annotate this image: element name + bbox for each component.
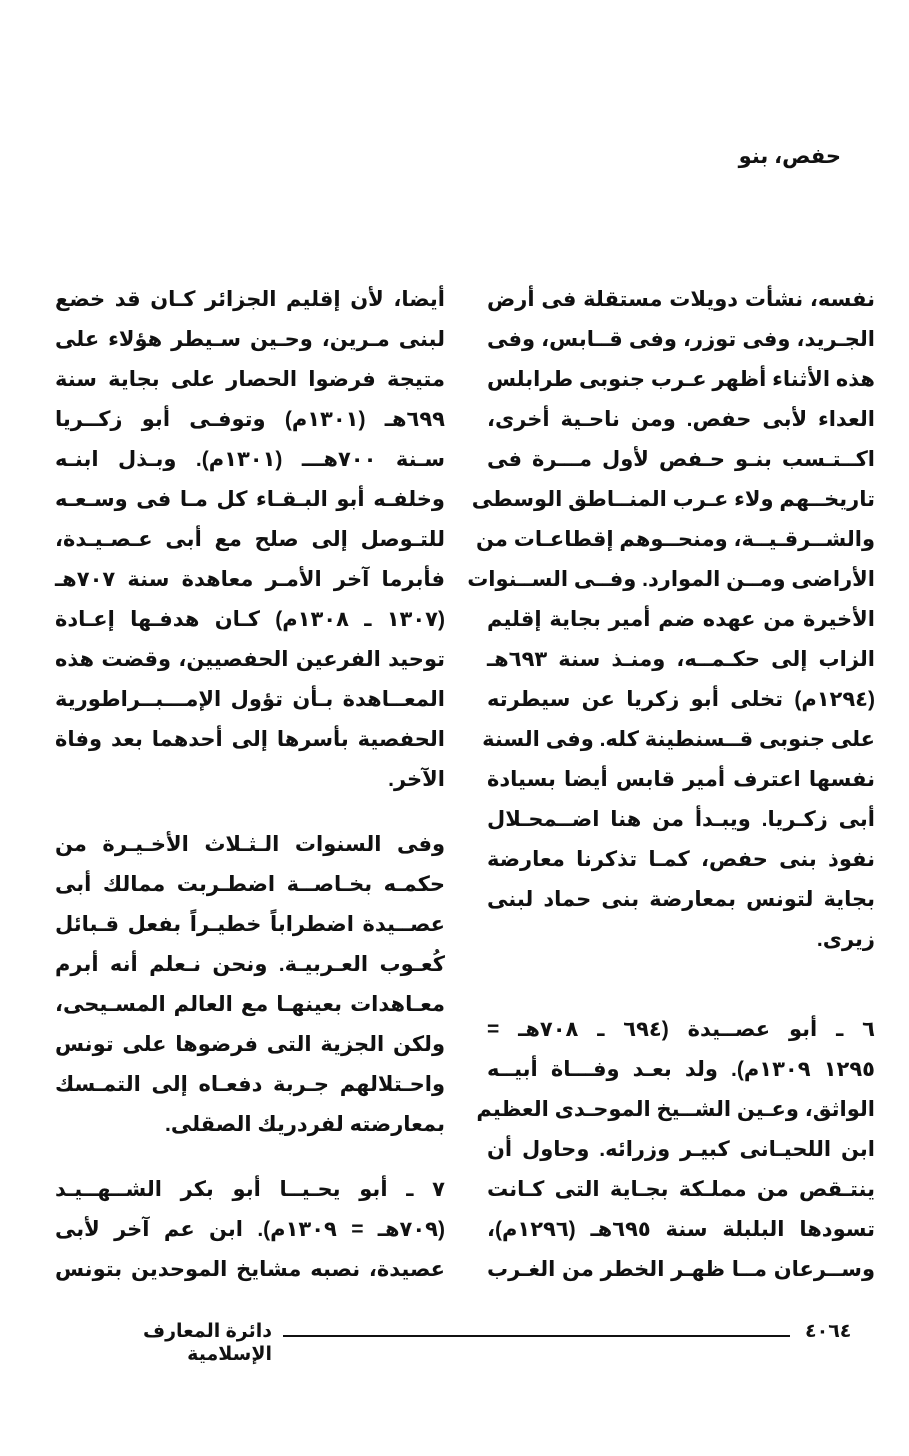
- text-line: معـاهدات بعينهـا مع العالم المسـيحى،: [55, 993, 445, 1016]
- text-line: الزاب إلى حكـمــه، ومنـذ سنة ٦٩٣هـ: [487, 648, 875, 671]
- text-line: متيجة فرضوا الحصار على بجاية سنة: [55, 368, 445, 391]
- text-line: وخلفـه أبو البـقـاء كل مـا فى وسـعـه: [55, 488, 445, 511]
- text-line: للتـوصل إلى صلح مع أبى عـصـيـدة،: [55, 528, 445, 551]
- text-line: على جنوبى قــسنطينة كله. وفى السنة: [482, 728, 875, 751]
- text-line: زيرى.: [816, 928, 875, 951]
- text-line: الواثق، وعـين الشــيخ الموحـدى العظيم: [476, 1098, 875, 1121]
- text-line: هذه الأثناء أظهر عـرب جنوبى طرابلس: [487, 368, 875, 391]
- text-line: نفسه، نشأت دويلات مستقلة فى أرض: [487, 288, 875, 311]
- text-line: الأراضى ومــن الموارد. وفــى الســنوات: [467, 568, 875, 591]
- text-line: ولكن الجزية التى فرضوها على تونس: [55, 1033, 445, 1056]
- text-line: ٦ ـ أبو عصــيدة (٦٩٤ ـ ٧٠٨هـ =: [487, 1018, 875, 1041]
- text-line: واحـتلالهم جـربة دفعـاه إلى التمـسك: [55, 1073, 445, 1096]
- text-line: (١٢٩٤م) تخلى أبو زكريا عن سيطرته: [487, 688, 875, 711]
- text-line: بجاية لتونس بمعارضة بنى حماد لبنى: [487, 888, 875, 911]
- text-line: ٧ ـ أبو يحـيــا أبو بكر الشــهــيـد: [55, 1178, 445, 1201]
- text-line: العداء لأبى حفص. ومن ناحـية أخرى،: [487, 408, 875, 431]
- text-line: والشــرقـيــة، ومنحــوهم إقطاعـات من: [475, 528, 875, 551]
- text-line: (٧٠٩هـ = ١٣٠٩م). ابن عم آخر لأبى: [55, 1218, 445, 1241]
- text-line: وســرعان مــا ظهـر الخطر من الغـرب: [487, 1258, 875, 1281]
- text-line: أيضا، لأن إقليم الجزائر كـان قد خضع: [55, 288, 445, 311]
- text-line: حكمـه بخـاصــة اضطـربت ممالك أبى: [55, 873, 445, 896]
- footer-publication-title: دائرة المعارف الإسلامية: [143, 1321, 272, 1365]
- text-line: ٦٩٩هـ (١٣٠١م) وتوفـى أبو زكــريا: [55, 408, 445, 431]
- text-line: لبنى مـرين، وحـين سـيطر هؤلاء على: [55, 328, 445, 351]
- text-line: ابن اللحيـانى كبيـر وزرائه. وحاول أن: [487, 1138, 875, 1161]
- text-line: كُعـوب العـربيـة. ونحن نـعلم أنه أبرم: [55, 953, 445, 976]
- text-line: بمعارضته لفردريك الصقلى.: [165, 1113, 445, 1136]
- text-line: المعــاهدة بـأن تؤول الإمـــبــراطورية: [55, 688, 445, 711]
- text-line: الآخر.: [388, 768, 445, 791]
- text-line: عصيدة، نصبه مشايخ الموحدين بتونس: [55, 1258, 445, 1281]
- text-line: ينتـقص من مملـكة بجـاية التى كـانت: [487, 1178, 875, 1201]
- text-line: تاريخــهم ولاء عـرب المنــاطق الوسطى: [471, 488, 875, 511]
- footer-rule: [283, 1335, 790, 1337]
- text-line: أبى زكـريا. ويبـدأ من هنا اضــمحـلال: [487, 808, 875, 831]
- text-line: توحيد الفرعين الحفصيين، وقضت هذه: [55, 648, 445, 671]
- text-line: وفى السنوات الـثـلاث الأخـيـرة من: [55, 833, 445, 856]
- text-line: ١٢٩٥ ١٣٠٩م). ولد بعـد وفـــاة أبيــه: [487, 1058, 875, 1081]
- text-line: الجـريد، وفى توزر، وفى قــابس، وفى: [487, 328, 875, 351]
- text-line: اكــتـسب بنـو حـفص لأول مـــرة فى: [487, 448, 875, 471]
- text-line: عصــيدة اضطراباً خطيـراً بفعل قـبائل: [55, 913, 445, 936]
- text-line: نفوذ بنى حفص، كمـا تذكرنا معارضة: [487, 848, 875, 871]
- text-line: الأخيرة من عهده ضم أمير بجاية إقليم: [487, 608, 875, 631]
- text-line: فأبرما آخر الأمـر معاهدة سنة ٧٠٧هـ: [55, 568, 445, 591]
- text-line: الحفصية بأسرها إلى أحدهما بعد وفاة: [55, 728, 445, 751]
- running-title: حفص، بنو: [738, 145, 841, 168]
- text-line: تسودها البلبلة سنة ٦٩٥هـ (١٢٩٦م)،: [487, 1218, 875, 1241]
- text-line: (١٣٠٧ ـ ١٣٠٨م) كـان هدفـها إعـادة: [55, 608, 445, 631]
- text-line: نفسها اعترف أمير قابس أيضا بسيادة: [487, 768, 875, 791]
- page-number: ٤٠٦٤: [805, 1321, 852, 1342]
- text-line: سـنة ٧٠٠هـــ (١٣٠١م). وبـذل ابنـه: [55, 448, 445, 471]
